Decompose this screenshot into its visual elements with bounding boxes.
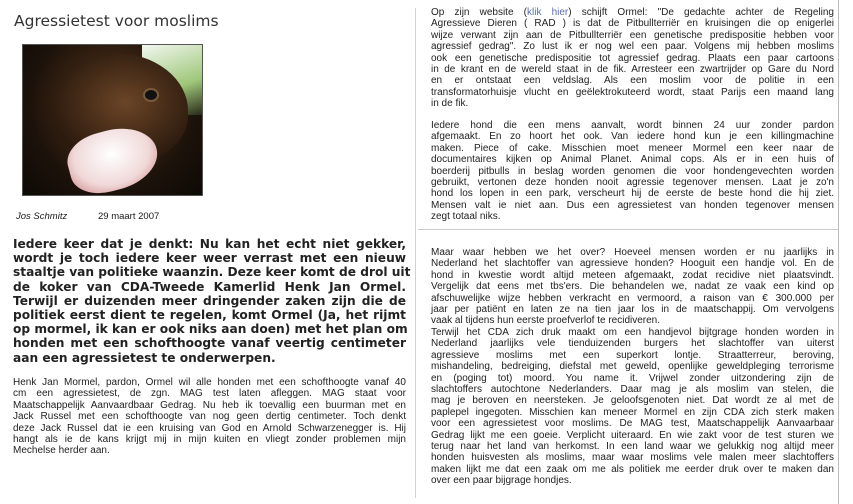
text-line: agressieve moslims met een superkort lontje. Straatterreur, beroving, bbox=[431, 349, 834, 361]
body-paragraph-website bbox=[431, 7, 834, 110]
publish-date: 29 maart 2007 bbox=[98, 211, 160, 222]
lead-paragraph bbox=[13, 237, 411, 365]
section-divider bbox=[418, 229, 838, 230]
klik-hier-link[interactable]: klik hier bbox=[527, 7, 569, 18]
text-line: vaak al tijdens hun eerste proefverlof te recidiveren. bbox=[431, 315, 661, 327]
body-paragraph-dogs bbox=[431, 120, 834, 223]
text-line: over een paar bijgrage hondjes. bbox=[431, 475, 572, 487]
dog-photo bbox=[22, 44, 203, 196]
author: Jos Schmitz bbox=[16, 211, 68, 222]
text-line: op mormel, ik kan er ook niks aan doen) met het plan om bbox=[13, 322, 408, 337]
text-line: Agressieve Dieren ( RAD ) is dat de Pitbullterriër en kruisingen die op enigerlei bbox=[431, 18, 834, 30]
text-line: Henk Jan Mormel, pardon, Ormel wil alle honden met een schofthoogte vanaf 40 bbox=[13, 377, 406, 388]
text-line: transformatorhuisje vlucht en geëlektrokuteerd wordt, staat Parijs een maand lang bbox=[431, 86, 834, 98]
text-line: maken. Piece of cake. Misschien moet meneer Mormel een keer naar de bbox=[431, 142, 834, 154]
text-line: Iedere keer dat je denkt: Nu kan het echt niet gekker, bbox=[13, 237, 406, 251]
text-line: politiek eerst dient te regelen, komt Ormel (Ja, het rijmt bbox=[13, 308, 406, 323]
text-line: wijze verwant zijn aan de Pitbullterriër een genetische predispositie hebben voor bbox=[431, 29, 834, 41]
text-line: paplepel ingegoten. Misschien kan meneer Mormel en zijn CDA zich sterk maken bbox=[431, 406, 834, 418]
column-divider bbox=[415, 8, 416, 498]
text-line: in de krant en de wereld staat in de fik. Arresteer een zwartrijder op Gare du Nord bbox=[431, 64, 834, 76]
text-line: cm een agressietest, de zgn. MAG test laten afleggen. MAG staat voor bbox=[13, 388, 406, 400]
text-line: Terwijl er duizenden meer dringender zaken zijn die de bbox=[13, 293, 406, 308]
text-line: Maar waar hebben we het over? Hoeveel mensen worden er nu jaarlijks in bbox=[431, 247, 834, 258]
text-line: slachtoffers autochtone Nederlanders. Daar mag je als moslim van stelen, die bbox=[431, 384, 834, 396]
text-line: mag je beroven en neersteken. Je geloofsgenoten niet. Dat wordt ze al met de bbox=[431, 395, 834, 407]
text: Op zijn website ( bbox=[431, 7, 527, 18]
text-line: documentaires kijken op Animal Planet. Animal cops. Als er in een huis of bbox=[431, 154, 834, 166]
dog-eye bbox=[145, 90, 157, 100]
text-line: maken lijkt me dat een zaak om me als politiek me eerder druk over te maken dan bbox=[431, 463, 834, 475]
text-line: afschuwelijke wijze hebben verkracht en vermoord, a raison van € 300.000 per bbox=[431, 292, 834, 304]
body-paragraph-tbs bbox=[431, 247, 834, 327]
text-line: hangt als ie de kans krijgt mij in mijn kuiten en vliegt zonder problemen mijn bbox=[13, 434, 406, 446]
text-line: mishandeling, bedreiging, diefstal met geweld, openlijke geweldpleging terrorisme bbox=[431, 361, 834, 373]
text-line: Vergelijk dat eens met tbs'ers. Die behandelen we, nadat ze vaak een kind op bbox=[431, 281, 834, 293]
body-paragraph-left bbox=[13, 377, 406, 457]
text-line: de koker van CDA-Tweede Kamerlid Henk Jan Ormel. bbox=[13, 279, 406, 294]
text: ) schijft Ormel: "De gedachte achter de Regeling bbox=[568, 7, 834, 18]
text-line: Nederland jaarlijks vele tienduizenden burgers het slachtoffer van uiterst bbox=[431, 338, 834, 350]
text-line: terug naar het land van herkomst. In een land waar we gelukkig nog altijd meer bbox=[431, 441, 834, 453]
text-line: aan een agressietest te onderwerpen. bbox=[13, 350, 276, 365]
article-title: Agressietest voor moslims bbox=[14, 12, 219, 30]
text-line: honden met een schofthoogte vanaf veertig centimeter bbox=[13, 336, 406, 351]
text-line: afgemaakt. En zo hoort het ook. Van iedere hond kun je een killingmachine bbox=[431, 131, 834, 143]
text-line: in de fik. bbox=[431, 98, 469, 110]
paragraph-lines bbox=[431, 18, 834, 109]
text-line: gebruikt, vertonen deze honden nooit agressie tegenover mensen. Laat je zo'n bbox=[431, 177, 834, 189]
right-border bbox=[838, 0, 839, 504]
text-line: Maatschappelijk Aanvaardbaar Gedrag. Nu heb ik toevallig een buurman met en bbox=[13, 399, 406, 411]
text-line: ook een genetische predispositie tot agressief gedrag. Plaats een paar cartoons bbox=[431, 52, 834, 64]
text-line: agressief gedrag". Zo lust ik er nog wel een paar. Volgens mij hebben moslims bbox=[431, 41, 834, 53]
text-line: Jack Russel met een schofthoogte van nog geen dertig centimeter. Toch denkt bbox=[13, 411, 406, 423]
text-line: en er ontstaat een veldslag. Als een moslim voor de politie in een bbox=[431, 75, 834, 87]
text-line: Mensen valt ie niet aan. Dus een agressietest van honden tegenover mensen bbox=[431, 199, 834, 211]
text-line: deze Jack Russel dat ie een kruising van God en Arnold Schwarzenegger is. Hij bbox=[13, 422, 406, 434]
text-line: boerderij pitbulls in beslag worden genomen die voor hondengevechten worden bbox=[431, 165, 834, 177]
text-line: Gedrag lijkt me een goeie. Verplicht uiteraard. En wie zakt voor de test sturen we bbox=[431, 429, 834, 441]
text-line: hond in kwestie wordt altijd meteen afgemaakt, zodat recidive niet plaatsvindt. bbox=[431, 269, 834, 281]
text-line: honden huisvesten als moslims, maar waar moslims vele malen meer slachtoffers bbox=[431, 452, 834, 464]
text-line: zegt totaal niks. bbox=[431, 211, 501, 223]
text-line: Terwijl het CDA zich druk maakt om een handjevol bijtgrage honden worden in bbox=[431, 327, 834, 338]
text-line: en (poging tot) moord. You name it. Vrijwel zonder uitzondering zijn de bbox=[431, 372, 834, 384]
text-line: staaltje van politieke waanzin. Deze keer komt de drol uit bbox=[13, 265, 411, 280]
text-line: voor een agressietest voor moslims. De MAG test, Maatschappelijk Aanvaarbaar bbox=[431, 418, 834, 430]
text-line: Mechelse herder aan. bbox=[13, 445, 110, 457]
text-line: jaar per patiënt en laten ze na tien jaar los in de maatschappij. Om vervolgens bbox=[431, 304, 834, 316]
text-line: hond los lopen in een park, verscheurt hij de eerste de beste hond die hij ziet. bbox=[431, 188, 834, 200]
text-line: wordt je toch iedere keer weer verrast met een nieuw bbox=[13, 251, 406, 266]
text-line: Nederland het slachtoffer van agressieve honden? Hooguit een handje vol. En de bbox=[431, 258, 834, 270]
text-line: Iedere hond die een mens aanvalt, wordt binnen 24 uur zonder pardon bbox=[431, 120, 834, 131]
text-line bbox=[431, 7, 834, 18]
body-paragraph-cda bbox=[431, 327, 834, 487]
